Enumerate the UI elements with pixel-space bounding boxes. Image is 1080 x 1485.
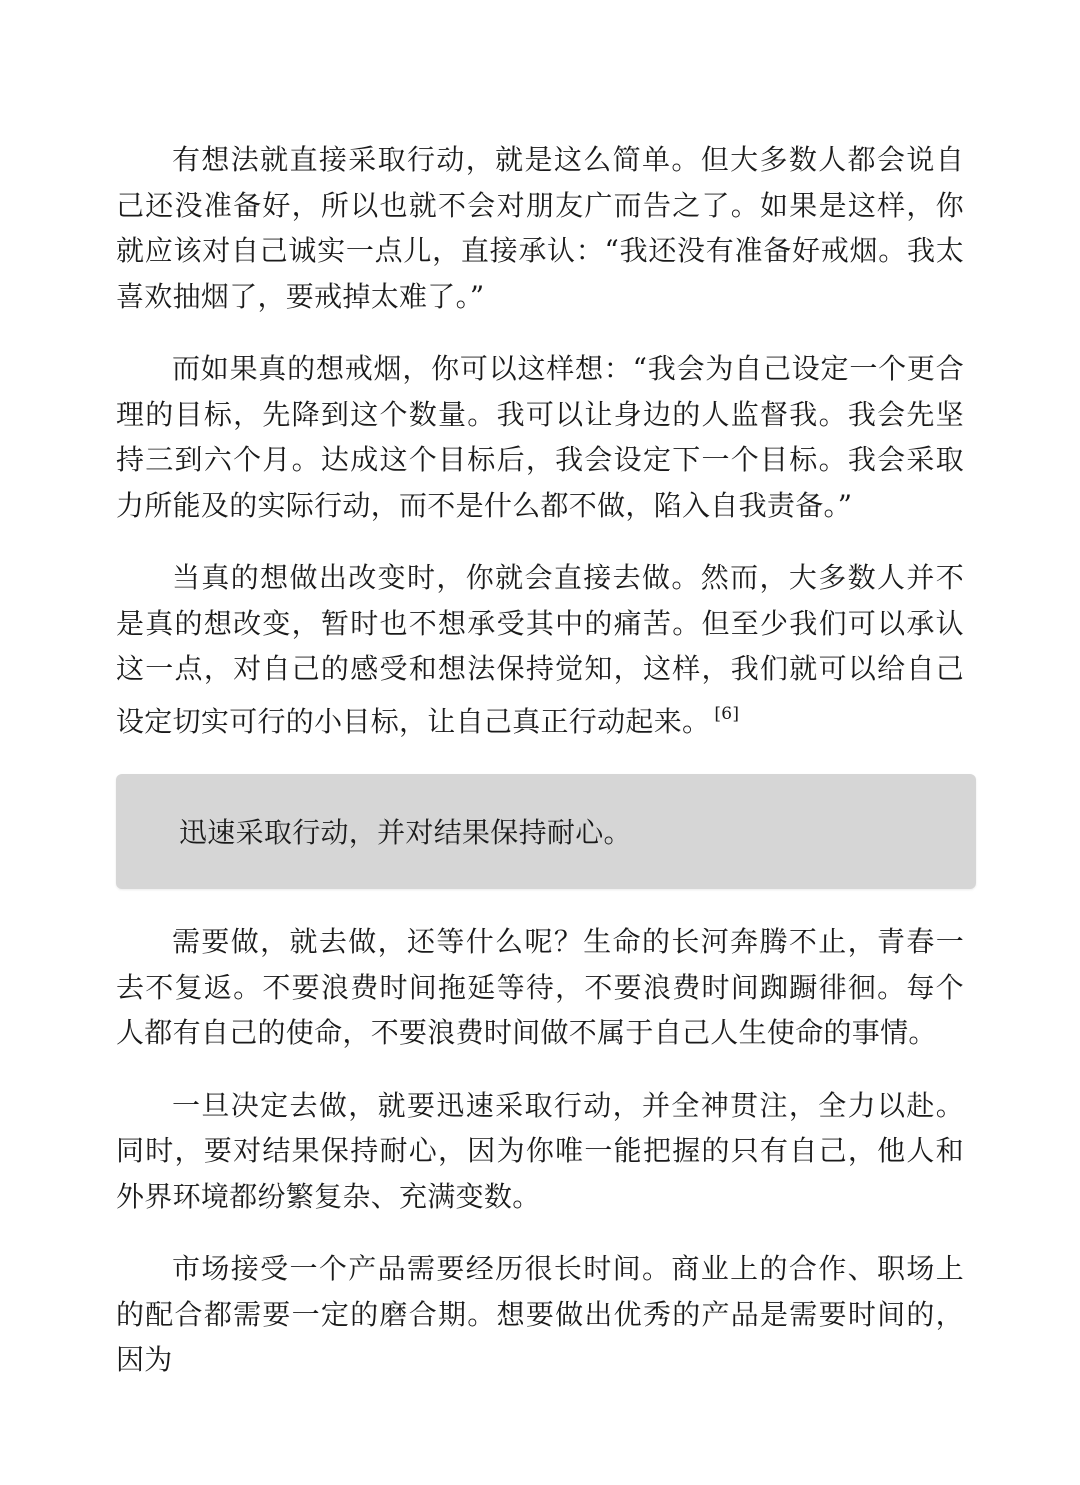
reader-page xyxy=(116,137,964,1383)
paragraph-4: 需要做，就去做，还等什么呢？生命的长河奔腾不止，青春一去不复返。不要浪费时间拖延等待，不要浪费时间踟蹰徘徊。每个人都有自己的使命，不要浪费时间做不属于自己人生使命的事情。 xyxy=(116,925,964,1049)
callout-text: 迅速采取行动，并对结果保持耐心。 xyxy=(179,815,632,849)
paragraph-3 xyxy=(116,555,964,744)
paragraph-6: 市场接受一个产品需要经历很长时间。商业上的合作、职场上的配合都需要一定的磨合期。想要做出优秀的产品是需要时间的，因为 xyxy=(116,1252,964,1376)
paragraph-1: 有想法就直接采取行动，就是这么简单。但大多数人都会说自己还没准备好，所以也就不会对朋友广而告之了。如果是这样，你就应该对自己诚实一点儿，直接承认：“我还没有准备好戒烟。我太喜欢抽烟了，要戒掉太难了。” xyxy=(116,143,964,313)
paragraph-2: 而如果真的想戒烟，你可以这样想：“我会为自己设定一个更合理的目标，先降到这个数量。我可以让身边的人监督我。我会先坚持三到六个月。达成这个目标后，我会设定下一个目标。我会采取力所能及的实际行动，而不是什么都不做，陷入自我责备。” xyxy=(116,352,964,522)
paragraph-3-text: 当真的想做出改变时，你就会直接去做。然而，大多数人并不是真的想改变，暂时也不想承受其中的痛苦。但至少我们可以承认这一点，对自己的感受和想法保持觉知，这样，我们就可以给自己设定切实可行的小目标，让自己真正行动起来。 xyxy=(116,561,964,738)
paragraph-5: 一旦决定去做，就要迅速采取行动，并全神贯注，全力以赴。同时，要对结果保持耐心，因为你唯一能把握的只有自己，他人和外界环境都纷繁复杂、充满变数。 xyxy=(116,1088,964,1213)
footnote-reference[interactable]: [6] xyxy=(714,703,740,724)
highlight-callout xyxy=(116,774,976,889)
